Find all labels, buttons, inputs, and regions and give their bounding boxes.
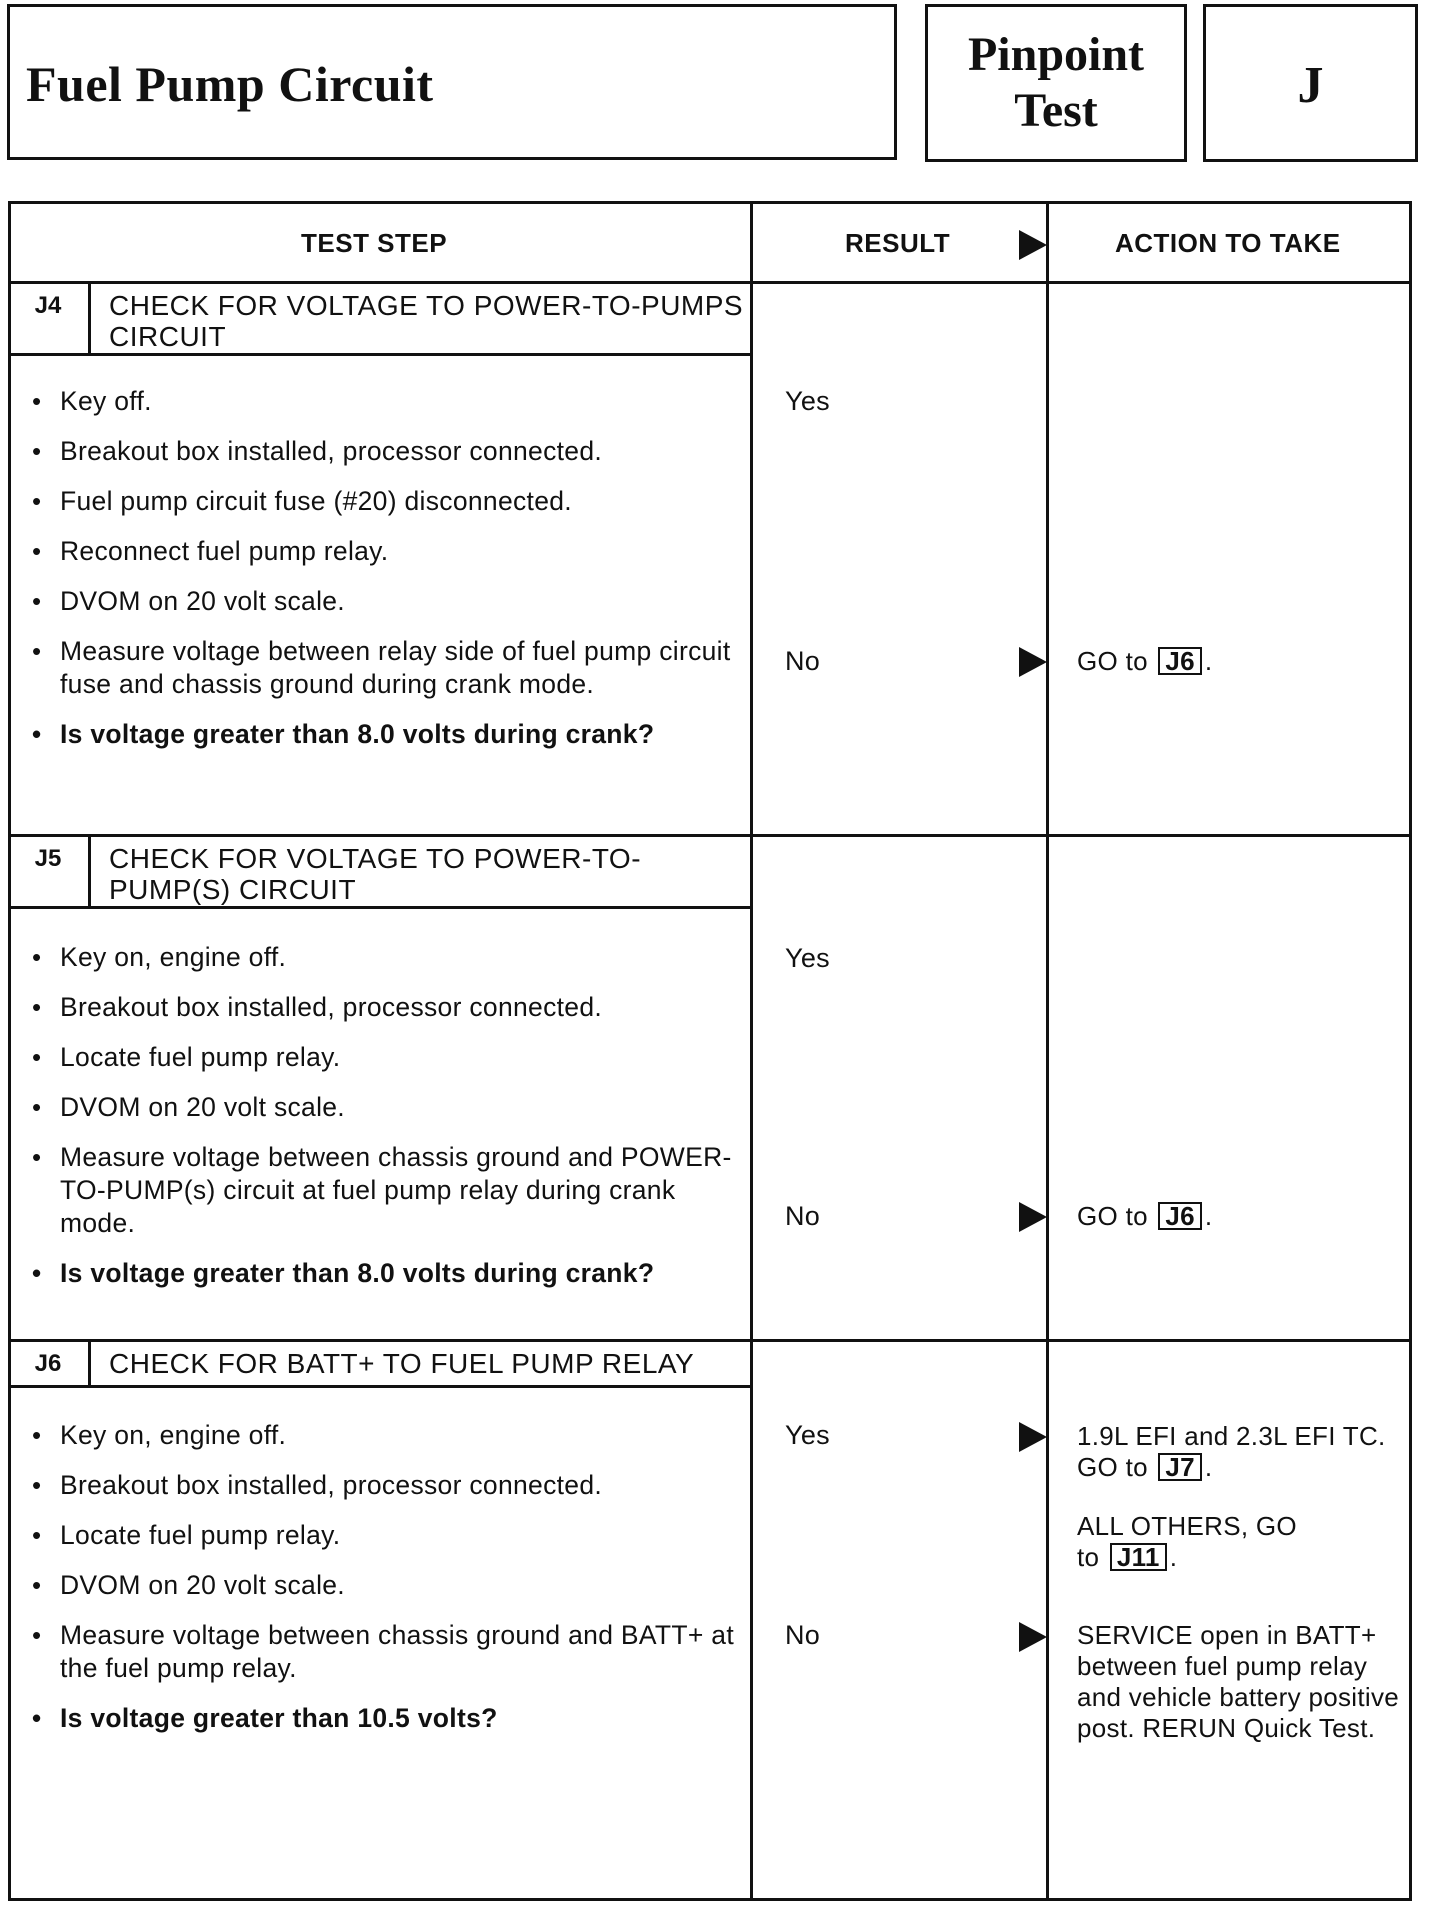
step-j5-instructions (30, 941, 735, 1290)
step-j6-instructions (30, 1419, 735, 1735)
header-title-box (7, 4, 897, 160)
step-header-j5 (8, 837, 752, 909)
result-arrow-icon (1019, 647, 1047, 677)
list-item: • Reconnect fuel pump relay. (30, 535, 735, 568)
list-item: • Key off. (30, 385, 735, 418)
action-text: 1.9L EFI and 2.3L EFI TC. GO to (1077, 1421, 1386, 1482)
test-letter: J (1297, 57, 1324, 114)
result-yes: Yes (785, 943, 830, 973)
column-header-action: ACTION TO TAKE (1115, 228, 1341, 258)
action-efi (1077, 1421, 1407, 1483)
list-item: • Locate fuel pump relay. (30, 1519, 735, 1552)
test-letter-box (1203, 4, 1418, 162)
result-arrow-icon (1019, 1622, 1047, 1652)
result-arrow-icon (1019, 1422, 1047, 1452)
column-header-test-step: TEST STEP (301, 228, 448, 258)
action-text: ALL OTHERS, GO to (1077, 1511, 1297, 1572)
step-id: J6 (8, 1342, 91, 1385)
result-yes: Yes (785, 386, 830, 416)
result-no: No (785, 1201, 821, 1231)
step-ref-j11[interactable]: J11 (1110, 1543, 1167, 1571)
list-item: • DVOM on 20 volt scale. (30, 1091, 735, 1124)
step-title: CHECK FOR VOLTAGE TO POWER-TO-PUMPS CIRCUIT (109, 290, 744, 352)
step-ref-j7[interactable]: J7 (1158, 1453, 1202, 1481)
step-title: CHECK FOR BATT+ TO FUEL PUMP RELAY (109, 1348, 695, 1379)
result-no: No (785, 1620, 821, 1650)
question: • Is voltage greater than 10.5 volts? (30, 1702, 735, 1735)
step-j4-instructions (30, 385, 735, 751)
action-suffix: . (1169, 1542, 1178, 1572)
result-yes: Yes (785, 1420, 830, 1450)
action-suffix: . (1204, 1452, 1213, 1482)
action-all-others (1077, 1511, 1307, 1573)
page-title: Fuel Pump Circuit (26, 56, 434, 112)
action-j6-no: SERVICE open in BATT+ between fuel pump relay and vehicle battery positive post. RERUN Quick Test. (1077, 1620, 1400, 1743)
pinpoint-label: Pinpoint (967, 28, 1145, 81)
step-header-j4 (8, 284, 752, 356)
list-item: • Fuel pump circuit fuse (#20) disconnected. (30, 485, 735, 518)
column-divider-result (750, 201, 753, 1901)
list-item: • Measure voltage between relay side of fuel pump circuit fuse and chassis ground during crank mode. (30, 635, 735, 701)
list-item: • DVOM on 20 volt scale. (30, 1569, 735, 1602)
list-item: • Measure voltage between chassis ground and BATT+ at the fuel pump relay. (30, 1619, 735, 1685)
step-id: J4 (8, 284, 91, 353)
list-item: • Breakout box installed, processor connected. (30, 435, 735, 468)
result-arrow-icon (1019, 1202, 1047, 1232)
list-item: • Breakout box installed, processor connected. (30, 991, 735, 1024)
list-item: • Key on, engine off. (30, 941, 735, 974)
list-item: • Key on, engine off. (30, 1419, 735, 1452)
step-header-j6 (8, 1342, 752, 1388)
step-ref-j6[interactable]: J6 (1158, 647, 1202, 675)
step-title: CHECK FOR VOLTAGE TO POWER-TO-PUMP(S) CIRCUIT (109, 843, 642, 905)
action-suffix: . (1204, 646, 1213, 676)
step-id: J5 (8, 837, 91, 906)
question: • Is voltage greater than 8.0 volts during crank? (30, 1257, 735, 1290)
action-suffix: . (1204, 1201, 1213, 1231)
list-item: • Breakout box installed, processor connected. (30, 1469, 735, 1502)
pinpoint-test-box (925, 4, 1187, 162)
question: • Is voltage greater than 8.0 volts during crank? (30, 718, 735, 751)
result-no: No (785, 646, 821, 676)
test-label: Test (1014, 84, 1098, 137)
column-header-result: RESULT (845, 228, 951, 258)
step-ref-j6[interactable]: J6 (1158, 1202, 1202, 1230)
action-j6-yes (1077, 1421, 1407, 1601)
action-text: GO to (1077, 646, 1148, 676)
list-item: • Measure voltage between chassis ground and POWER-TO-PUMP(s) circuit at fuel pump relay during crank mode. (30, 1141, 735, 1240)
action-j5-no (1077, 1201, 1407, 1232)
list-item: • Locate fuel pump relay. (30, 1041, 735, 1074)
list-item: • DVOM on 20 volt scale. (30, 585, 735, 618)
result-arrow-icon (1019, 230, 1047, 260)
action-text: GO to (1077, 1201, 1148, 1231)
action-j4-no (1077, 646, 1407, 677)
